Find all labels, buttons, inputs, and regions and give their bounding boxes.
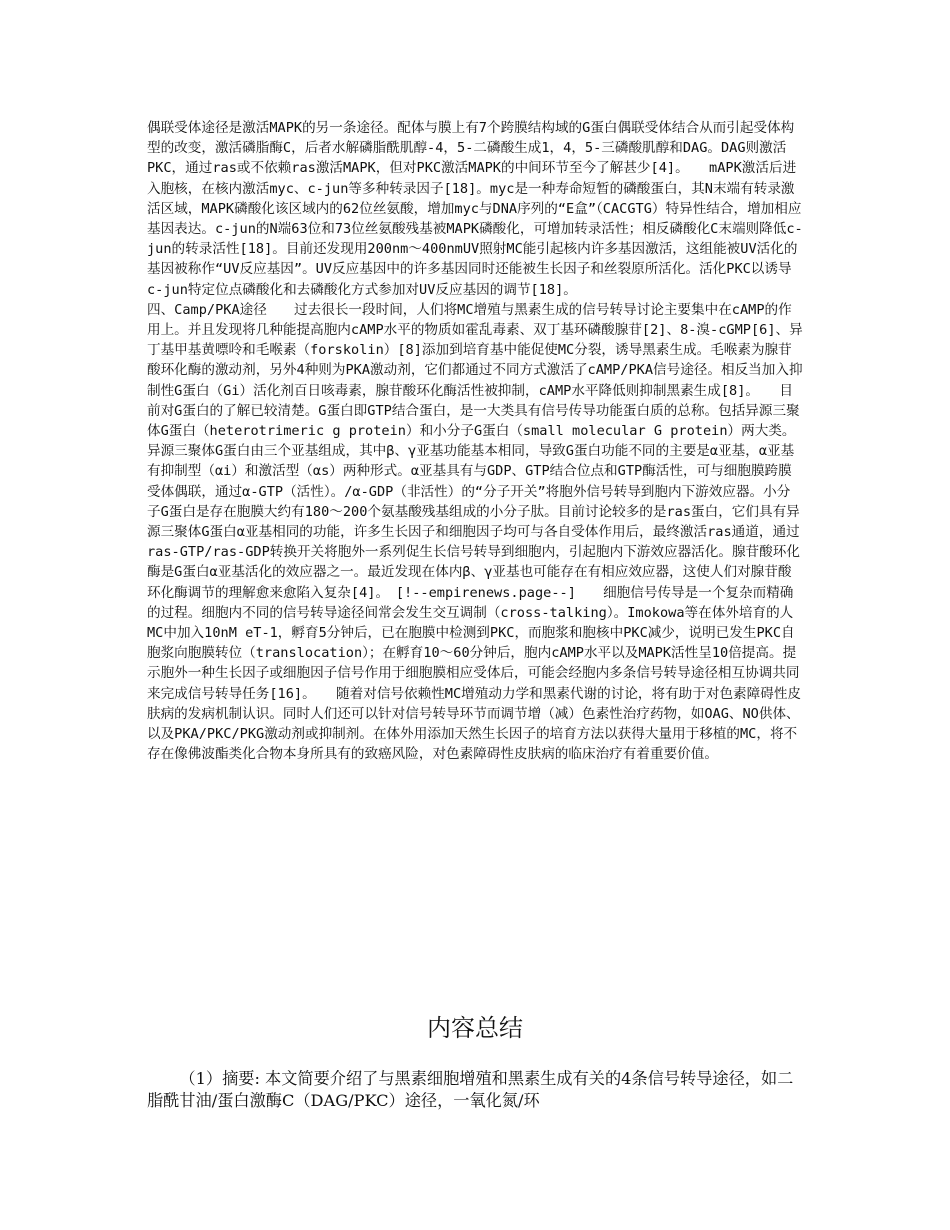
- summary-heading: 内容总结: [427, 1014, 523, 1042]
- summary-abstract: （1）摘要: 本文简要介绍了与黑素细胞增殖和黑素生成有关的4条信号转导途径，如二脂酰甘油/蛋白激酶C（DAG/PKC）途径，一氧化氮/环: [147, 1069, 794, 1110]
- paragraph-mapk-pathway: 偶联受体途径是激活MAPK的另一条途径。配体与膜上有7个跨膜结构域的G蛋白偶联受体结合从而引起受体构型的改变，激活磷脂酶C，后者水解磷脂酰肌醇-4，5-二磷酸生成1，4，5-三磷酸肌醇和DAG。DAG则激活PKC，通过ras或不依赖ras激活MAPK，但对PKC激活MAPK的中间环节至今了解甚少[4]。 mAPK激活后进入胞核，在核内激活myc、c-jun等多种转录因子[18]。myc是一种寿命短暂的磷酸蛋白，其N末端有转录激活区域，MAPK磷酸化该区域内的62位丝氨酸，增加myc与DNA序列的“E盒”（CACGTG）特异性结合，增加相应基因表达。c-jun的N端63位和73位丝氨酸残基被MAPK磷酸化，可增加转录活性；相反磷酸化C末端则降低c-jun的转录活性[18]。目前还发现用200nm～400nmUV照射MC能引起核内许多基因激活，这组能被UV活化的基因被称作“UV反应基因”。UV反应基因中的许多基因同时还能被生长因子和丝裂原所活化。活化PKC以诱导c-jun特定位点磷酸化和去磷酸化方式参加对UV反应基因的调节[18]。: [147, 120, 803, 298]
- article-body: [147, 118, 803, 765]
- paragraph-camp-pka-pathway: 四、Camp/PKA途径 过去很长一段时间，人们将MC增殖与黑素生成的信号转导讨论主要集中在cAMP的作用上。并且发现将几种能提高胞内cAMP水平的物质如霍乱毒素、双丁基环磷酸腺苷[2]、8-溴-cGMP[6]、异丁基甲基黄嘌呤和毛喉素（forskolin）[8]添加到培育基中能促使MC分裂，诱导黑素生成。毛喉素为腺苷酸环化酶的激动剂，另外4种则为PKA激动剂，它们都通过不同方式激活了cAMP/PKA信号途径。相反当加入抑制性G蛋白（Gi）活化剂百日咳毒素，腺苷酸环化酶活性被抑制，cAMP水平降低则抑制黑素生成[8]。 目前对G蛋白的了解已较清楚。G蛋白即GTP结合蛋白，是一大类具有信号传导功能蛋白质的总称。包括异源三聚体G蛋白（heterotrimeric g protein）和小分子G蛋白（small molecular G protein）两大类。异源三聚体G蛋白由三个亚基组成，其中β、γ亚基功能基本相同，导致G蛋白功能不同的主要是α亚基，α亚基有抑制型（αi）和激活型（αs）两种形式。α亚基具有与GDP、GTP结合位点和GTP酶活性，可与细胞膜跨膜受体偶联，通过α-GTP（活性）。/α-GDP（非活性）的“分子开关”将胞外信号转导到胞内下游效应器。小分子G蛋白是存在胞膜大约有180～200个氨基酸残基组成的小分子肽。目前讨论较多的是ras蛋白，它们具有异源三聚体G蛋白α亚基相同的功能，许多生长因子和细胞因子均可与各自受体作用后，最终激活ras通道，通过ras-GTP/ras-GDP转换开关将胞外一系列促生长信号转导到细胞内，引起胞内下游效应器活化。腺苷酸环化酶是G蛋白α亚基活化的效应器之一。最近发现在体内β、γ亚基也可能存在有相应效应器，这使人们对腺苷酸环化酶调节的理解愈来愈陷入复杂[4]。 [!--empirenews.page--] 细胞信号传导是一个复杂而精确的过程。细胞内不同的信号转导途径间常会发生交互调制（cross-talking）。Imokowa等在体外培育的人MC中加入10nM eT-1，孵育5分钟后，已在胞膜中检测到PKC，而胞浆和胞核中PKC减少，说明已发生PKC自胞浆向胞膜转位（translocation）；在孵育10～60分钟后，胞内cAMP水平以及MAPK活性呈10倍提高。提示胞外一种生长因子或细胞因子信号作用于细胞膜相应受体后，可能会经胞内多条信号转导途径相互协调共同来完成信号转导任务[16]。 随着对信号依赖性MC增殖动力学和黑素代谢的讨论，将有助于对色素障碍性皮肤病的发病机制认识。同时人们还可以针对信号转导环节而调节增（减）色素性治疗药物，如OAG、NO供体、以及PKA/PKC/PKG激动剂或抑制剂。在体外用添加天然生长因子的培育方法以获得大量用于移植的MC，将不存在像佛波酯类化合物本身所具有的致癌风险，对色素障碍性皮肤病的临床治疗有着重要价值。: [147, 301, 803, 763]
